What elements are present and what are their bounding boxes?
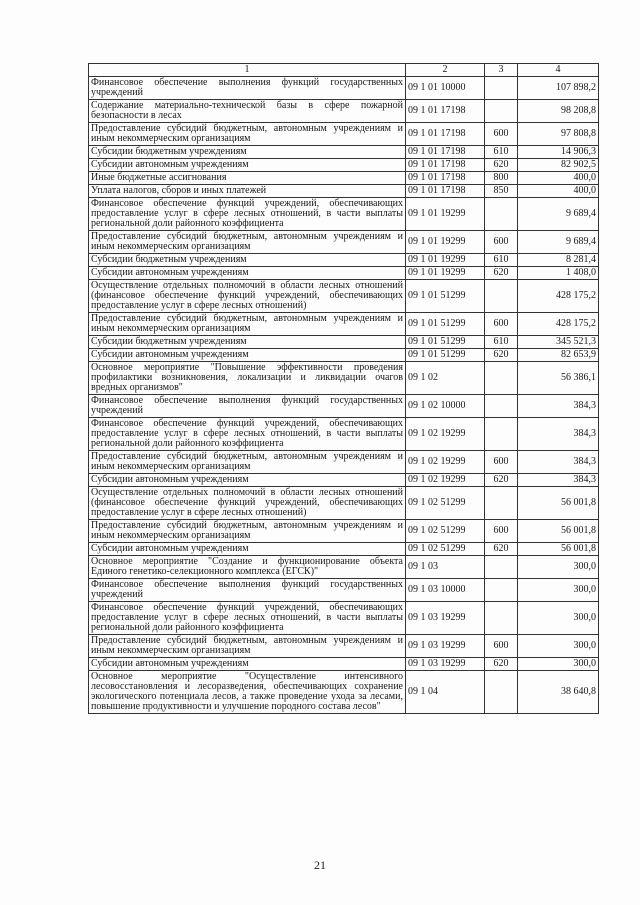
row-name: Финансовое обеспечение выполнения функций государственных учреждений bbox=[89, 579, 406, 602]
row-expense-type: 620 bbox=[485, 543, 518, 556]
row-expense-type bbox=[485, 77, 518, 100]
row-name: Основное мероприятие "Повышение эффективности проведения профилактики возникновения, локализации и ликвидации очагов вредных организмов" bbox=[89, 362, 406, 395]
table-row bbox=[89, 349, 599, 362]
row-amount: 300,0 bbox=[518, 635, 599, 658]
row-name: Осуществление отдельных полномочий в области лесных отношений (финансовое обеспечение функций учреждений, обеспечивающих предоставление услуг в сфере лесных отношений) bbox=[89, 487, 406, 520]
row-expense-type bbox=[485, 395, 518, 418]
table-row bbox=[89, 556, 599, 579]
row-amount: 9 689,4 bbox=[518, 231, 599, 254]
row-expense-type bbox=[485, 280, 518, 313]
table-row bbox=[89, 336, 599, 349]
row-amount: 82 902,5 bbox=[518, 159, 599, 172]
row-expense-type: 600 bbox=[485, 313, 518, 336]
row-expense-type: 610 bbox=[485, 254, 518, 267]
row-expense-type bbox=[485, 556, 518, 579]
row-name: Субсидии автономным учреждениям bbox=[89, 349, 406, 362]
row-code: 09 1 01 17198 bbox=[406, 185, 485, 198]
table-row bbox=[89, 602, 599, 635]
row-code: 09 1 03 19299 bbox=[406, 658, 485, 671]
row-code: 09 1 01 19299 bbox=[406, 231, 485, 254]
row-amount: 56 001,8 bbox=[518, 520, 599, 543]
row-expense-type bbox=[485, 418, 518, 451]
row-code: 09 1 01 17198 bbox=[406, 159, 485, 172]
row-code: 09 1 02 51299 bbox=[406, 543, 485, 556]
row-amount: 82 653,9 bbox=[518, 349, 599, 362]
row-code: 09 1 01 17198 bbox=[406, 146, 485, 159]
row-name: Субсидии автономным учреждениям bbox=[89, 159, 406, 172]
row-expense-type: 610 bbox=[485, 336, 518, 349]
row-expense-type bbox=[485, 362, 518, 395]
row-code: 09 1 01 51299 bbox=[406, 336, 485, 349]
table-row bbox=[89, 658, 599, 671]
row-name: Осуществление отдельных полномочий в области лесных отношений (финансовое обеспечение функций учреждений, обеспечивающих предоставление услуг в сфере лесных отношений) bbox=[89, 280, 406, 313]
table-row bbox=[89, 198, 599, 231]
header-col-3: 3 bbox=[485, 64, 518, 77]
table-row bbox=[89, 231, 599, 254]
row-expense-type: 850 bbox=[485, 185, 518, 198]
row-name: Субсидии бюджетным учреждениям bbox=[89, 254, 406, 267]
row-name: Иные бюджетные ассигнования bbox=[89, 172, 406, 185]
row-amount: 300,0 bbox=[518, 658, 599, 671]
table-row bbox=[89, 520, 599, 543]
table-row bbox=[89, 395, 599, 418]
row-amount: 400,0 bbox=[518, 172, 599, 185]
row-code: 09 1 02 19299 bbox=[406, 474, 485, 487]
table-row bbox=[89, 159, 599, 172]
table-header-row bbox=[89, 64, 599, 77]
table-row bbox=[89, 146, 599, 159]
row-amount: 428 175,2 bbox=[518, 313, 599, 336]
table-row bbox=[89, 280, 599, 313]
row-expense-type: 610 bbox=[485, 146, 518, 159]
budget-table bbox=[88, 63, 599, 714]
table-row bbox=[89, 543, 599, 556]
table-row bbox=[89, 579, 599, 602]
row-amount: 384,3 bbox=[518, 451, 599, 474]
table-row bbox=[89, 267, 599, 280]
row-expense-type: 620 bbox=[485, 349, 518, 362]
row-code: 09 1 02 10000 bbox=[406, 395, 485, 418]
row-code: 09 1 02 51299 bbox=[406, 487, 485, 520]
row-name: Предоставление субсидий бюджетным, автономным учреждениям и иным некоммерческим организациям bbox=[89, 313, 406, 336]
row-amount: 1 408,0 bbox=[518, 267, 599, 280]
row-code: 09 1 03 19299 bbox=[406, 602, 485, 635]
row-name: Финансовое обеспечение функций учреждений, обеспечивающих предоставление услуг в сфере лесных отношений, в части выплаты региональной доли районного коэффициента bbox=[89, 602, 406, 635]
row-name: Финансовое обеспечение функций учреждений, обеспечивающих предоставление услуг в сфере лесных отношений, в части выплаты региональной доли районного коэффициента bbox=[89, 418, 406, 451]
row-code: 09 1 01 10000 bbox=[406, 77, 485, 100]
row-code: 09 1 03 19299 bbox=[406, 635, 485, 658]
table-row bbox=[89, 635, 599, 658]
row-amount: 38 640,8 bbox=[518, 671, 599, 714]
row-expense-type: 600 bbox=[485, 520, 518, 543]
row-amount: 56 001,8 bbox=[518, 487, 599, 520]
row-code: 09 1 01 19299 bbox=[406, 254, 485, 267]
row-name: Субсидии бюджетным учреждениям bbox=[89, 146, 406, 159]
row-amount: 98 208,8 bbox=[518, 100, 599, 123]
page-number: 21 bbox=[314, 858, 326, 872]
row-amount: 56 001,8 bbox=[518, 543, 599, 556]
table-row bbox=[89, 254, 599, 267]
table-row bbox=[89, 77, 599, 100]
row-amount: 8 281,4 bbox=[518, 254, 599, 267]
row-code: 09 1 03 bbox=[406, 556, 485, 579]
row-name: Предоставление субсидий бюджетным, автономным учреждениям и иным некоммерческим организациям bbox=[89, 231, 406, 254]
table-row bbox=[89, 362, 599, 395]
row-name: Уплата налогов, сборов и иных платежей bbox=[89, 185, 406, 198]
row-expense-type bbox=[485, 198, 518, 231]
header-col-2: 2 bbox=[406, 64, 485, 77]
row-expense-type: 600 bbox=[485, 123, 518, 146]
row-amount: 384,3 bbox=[518, 418, 599, 451]
table-row bbox=[89, 451, 599, 474]
row-expense-type: 620 bbox=[485, 267, 518, 280]
row-name: Субсидии автономным учреждениям bbox=[89, 658, 406, 671]
row-code: 09 1 01 19299 bbox=[406, 267, 485, 280]
row-amount: 300,0 bbox=[518, 579, 599, 602]
table-row bbox=[89, 172, 599, 185]
table-row bbox=[89, 418, 599, 451]
row-expense-type bbox=[485, 579, 518, 602]
row-expense-type bbox=[485, 671, 518, 714]
row-amount: 107 898,2 bbox=[518, 77, 599, 100]
row-amount: 300,0 bbox=[518, 556, 599, 579]
row-expense-type: 620 bbox=[485, 474, 518, 487]
row-expense-type bbox=[485, 100, 518, 123]
table-row bbox=[89, 671, 599, 714]
row-name: Субсидии автономным учреждениям bbox=[89, 543, 406, 556]
row-amount: 384,3 bbox=[518, 474, 599, 487]
row-code: 09 1 02 19299 bbox=[406, 451, 485, 474]
row-expense-type: 620 bbox=[485, 159, 518, 172]
row-amount: 428 175,2 bbox=[518, 280, 599, 313]
row-code: 09 1 01 17198 bbox=[406, 172, 485, 185]
row-expense-type: 620 bbox=[485, 658, 518, 671]
row-name: Предоставление субсидий бюджетным, автономным учреждениям и иным некоммерческим организациям bbox=[89, 635, 406, 658]
row-name: Предоставление субсидий бюджетным, автономным учреждениям и иным некоммерческим организациям bbox=[89, 520, 406, 543]
table-row bbox=[89, 100, 599, 123]
row-name: Субсидии автономным учреждениям bbox=[89, 474, 406, 487]
row-expense-type bbox=[485, 487, 518, 520]
row-name: Содержание материально-технической базы в сфере пожарной безопасности в лесах bbox=[89, 100, 406, 123]
row-name: Предоставление субсидий бюджетным, автономным учреждениям и иным некоммерческим организациям bbox=[89, 123, 406, 146]
row-code: 09 1 02 51299 bbox=[406, 520, 485, 543]
row-name: Основное мероприятие "Осуществление интенсивного лесовосстановления и лесоразведения, обеспечивающих сохранение экологического потенциала лесов, а также проведение ухода за лесами, повышение продуктивности и улучшение породного состава лесов" bbox=[89, 671, 406, 714]
row-amount: 97 808,8 bbox=[518, 123, 599, 146]
row-code: 09 1 01 51299 bbox=[406, 280, 485, 313]
row-amount: 300,0 bbox=[518, 602, 599, 635]
row-name: Финансовое обеспечение выполнения функций государственных учреждений bbox=[89, 77, 406, 100]
row-name: Субсидии бюджетным учреждениям bbox=[89, 336, 406, 349]
row-expense-type: 600 bbox=[485, 231, 518, 254]
row-expense-type: 600 bbox=[485, 451, 518, 474]
table-row bbox=[89, 313, 599, 336]
row-code: 09 1 02 bbox=[406, 362, 485, 395]
table-row bbox=[89, 474, 599, 487]
row-name: Финансовое обеспечение выполнения функций государственных учреждений bbox=[89, 395, 406, 418]
row-amount: 56 386,1 bbox=[518, 362, 599, 395]
row-amount: 14 906,3 bbox=[518, 146, 599, 159]
header-col-4: 4 bbox=[518, 64, 599, 77]
row-name: Предоставление субсидий бюджетным, автономным учреждениям и иным некоммерческим организациям bbox=[89, 451, 406, 474]
row-name: Финансовое обеспечение функций учреждений, обеспечивающих предоставление услуг в сфере лесных отношений, в части выплаты региональной доли районного коэффициента bbox=[89, 198, 406, 231]
row-code: 09 1 01 17198 bbox=[406, 123, 485, 146]
table-body bbox=[89, 77, 599, 714]
row-amount: 384,3 bbox=[518, 395, 599, 418]
table-row bbox=[89, 185, 599, 198]
row-code: 09 1 01 51299 bbox=[406, 313, 485, 336]
row-name: Основное мероприятие "Создание и функционирование объекта Единого генетико-селекционного комплекса (ЕГСК)" bbox=[89, 556, 406, 579]
row-amount: 9 689,4 bbox=[518, 198, 599, 231]
table-row bbox=[89, 487, 599, 520]
row-code: 09 1 01 19299 bbox=[406, 198, 485, 231]
row-code: 09 1 03 10000 bbox=[406, 579, 485, 602]
row-name: Субсидии автономным учреждениям bbox=[89, 267, 406, 280]
row-code: 09 1 04 bbox=[406, 671, 485, 714]
row-code: 09 1 01 51299 bbox=[406, 349, 485, 362]
row-expense-type bbox=[485, 602, 518, 635]
row-amount: 400,0 bbox=[518, 185, 599, 198]
table-row bbox=[89, 123, 599, 146]
row-code: 09 1 02 19299 bbox=[406, 418, 485, 451]
row-expense-type: 800 bbox=[485, 172, 518, 185]
row-expense-type: 600 bbox=[485, 635, 518, 658]
header-col-1: 1 bbox=[89, 64, 406, 77]
row-amount: 345 521,3 bbox=[518, 336, 599, 349]
row-code: 09 1 01 17198 bbox=[406, 100, 485, 123]
